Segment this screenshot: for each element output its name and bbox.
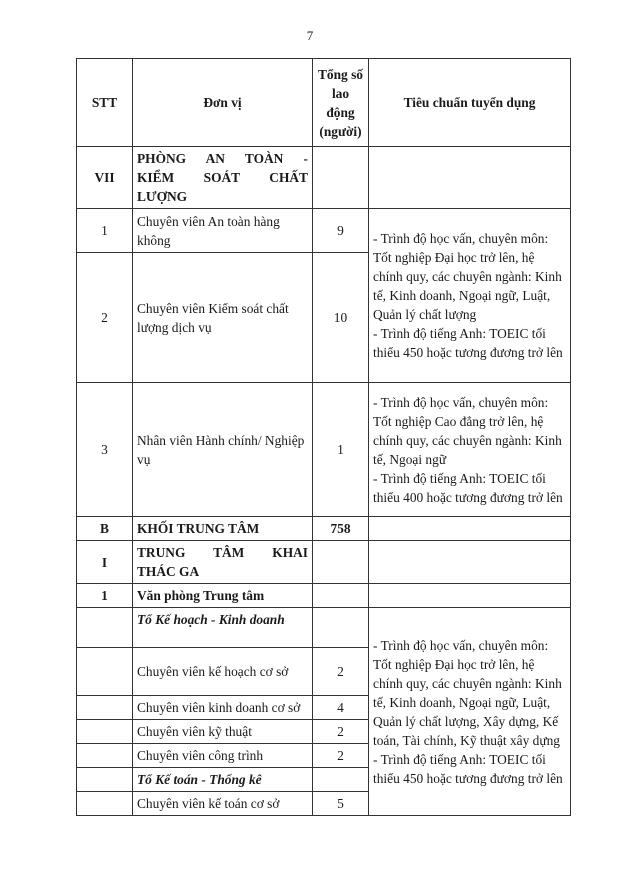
stt-cell <box>77 792 133 816</box>
criteria-cell: - Trình độ học vấn, chuyên môn: Tốt nghiệp Đại học trở lên, hệ chính quy, các chuyên ngành: Kinh tế, Kinh doanh, Ngoại ngữ, Luật, Quản lý chất lượng, Xây dựng, Kế toán, Tài chính, Kỹ thuật xây dựng - Trình độ tiếng Anh: TOEIC tối thiểu 450 hoặc tương đương trở lên <box>369 608 571 816</box>
table-row <box>77 147 571 209</box>
stt-cell: I <box>77 541 133 584</box>
unit-cell: KHỐI TRUNG TÂM <box>133 517 313 541</box>
stt-cell: B <box>77 517 133 541</box>
unit-cell: Nhân viên Hành chính/ Nghiệp vụ <box>133 383 313 517</box>
stt-cell <box>77 720 133 744</box>
count-cell: 5 <box>313 792 369 816</box>
table-row <box>77 541 571 584</box>
criteria-cell <box>369 541 571 584</box>
table-header-row <box>77 59 571 147</box>
recruitment-table <box>76 58 571 816</box>
table-row <box>77 517 571 541</box>
count-cell: 2 <box>313 744 369 768</box>
count-cell <box>313 608 369 648</box>
count-cell <box>313 768 369 792</box>
count-cell <box>313 541 369 584</box>
count-cell: 9 <box>313 209 369 253</box>
table-row <box>77 383 571 517</box>
unit-cell <box>133 147 313 209</box>
stt-cell: 2 <box>77 253 133 383</box>
header-stt: STT <box>77 59 133 147</box>
unit-cell: Chuyên viên kỹ thuật <box>133 720 313 744</box>
header-count: Tổng số lao động (người) <box>313 59 369 147</box>
stt-cell: 1 <box>77 584 133 608</box>
unit-cell: Tổ Kế toán - Thống kê <box>133 768 313 792</box>
unit-cell: Chuyên viên kế hoạch cơ sở <box>133 648 313 696</box>
count-cell: 10 <box>313 253 369 383</box>
stt-cell <box>77 768 133 792</box>
table-row <box>77 608 571 648</box>
stt-cell <box>77 744 133 768</box>
criteria-cell: - Trình độ học vấn, chuyên môn: Tốt nghiệp Cao đẳng trở lên, hệ chính quy, các chuyên ngành: Kinh tế, Ngoại ngữ - Trình độ tiếng Anh: TOEIC tối thiểu 400 hoặc tương đương trở lên <box>369 383 571 517</box>
count-cell: 2 <box>313 720 369 744</box>
count-cell <box>313 147 369 209</box>
stt-cell: VII <box>77 147 133 209</box>
unit-cell: Chuyên viên Kiểm soát chất lượng dịch vụ <box>133 253 313 383</box>
unit-cell: Chuyên viên An toàn hàng không <box>133 209 313 253</box>
unit-cell: Văn phòng Trung tâm <box>133 584 313 608</box>
unit-cell: Chuyên viên kinh doanh cơ sở <box>133 696 313 720</box>
criteria-cell <box>369 147 571 209</box>
count-cell: 1 <box>313 383 369 517</box>
count-cell: 2 <box>313 648 369 696</box>
header-unit: Đơn vị <box>133 59 313 147</box>
unit-cell: Chuyên viên công trình <box>133 744 313 768</box>
criteria-cell <box>369 517 571 541</box>
header-criteria: Tiêu chuẩn tuyển dụng <box>369 59 571 147</box>
unit-line: THÁC GA <box>137 564 200 579</box>
unit-line: KIỂM SOÁT CHẤT <box>137 170 308 185</box>
unit-cell: Chuyên viên kế toán cơ sở <box>133 792 313 816</box>
count-cell: 4 <box>313 696 369 720</box>
stt-cell <box>77 648 133 696</box>
unit-line: LƯỢNG <box>137 189 188 204</box>
count-cell <box>313 584 369 608</box>
stt-cell <box>77 696 133 720</box>
page-number: 7 <box>306 28 314 43</box>
table-row <box>77 209 571 253</box>
table-row <box>77 584 571 608</box>
unit-line: TRUNG TÂM KHAI <box>137 545 308 560</box>
unit-line: PHÒNG AN TOÀN - <box>137 151 308 166</box>
stt-cell: 3 <box>77 383 133 517</box>
stt-cell: 1 <box>77 209 133 253</box>
criteria-cell <box>369 584 571 608</box>
criteria-cell: - Trình độ học vấn, chuyên môn: Tốt nghiệp Đại học trở lên, hệ chính quy, các chuyên ngành: Kinh tế, Kinh doanh, Ngoại ngữ, Luật, Quản lý chất lượng - Trình độ tiếng Anh: TOEIC tối thiểu 450 hoặc tương đương trở lên <box>369 209 571 383</box>
count-cell: 758 <box>313 517 369 541</box>
unit-cell <box>133 541 313 584</box>
unit-cell: Tổ Kế hoạch - Kinh doanh <box>133 608 313 648</box>
stt-cell <box>77 608 133 648</box>
